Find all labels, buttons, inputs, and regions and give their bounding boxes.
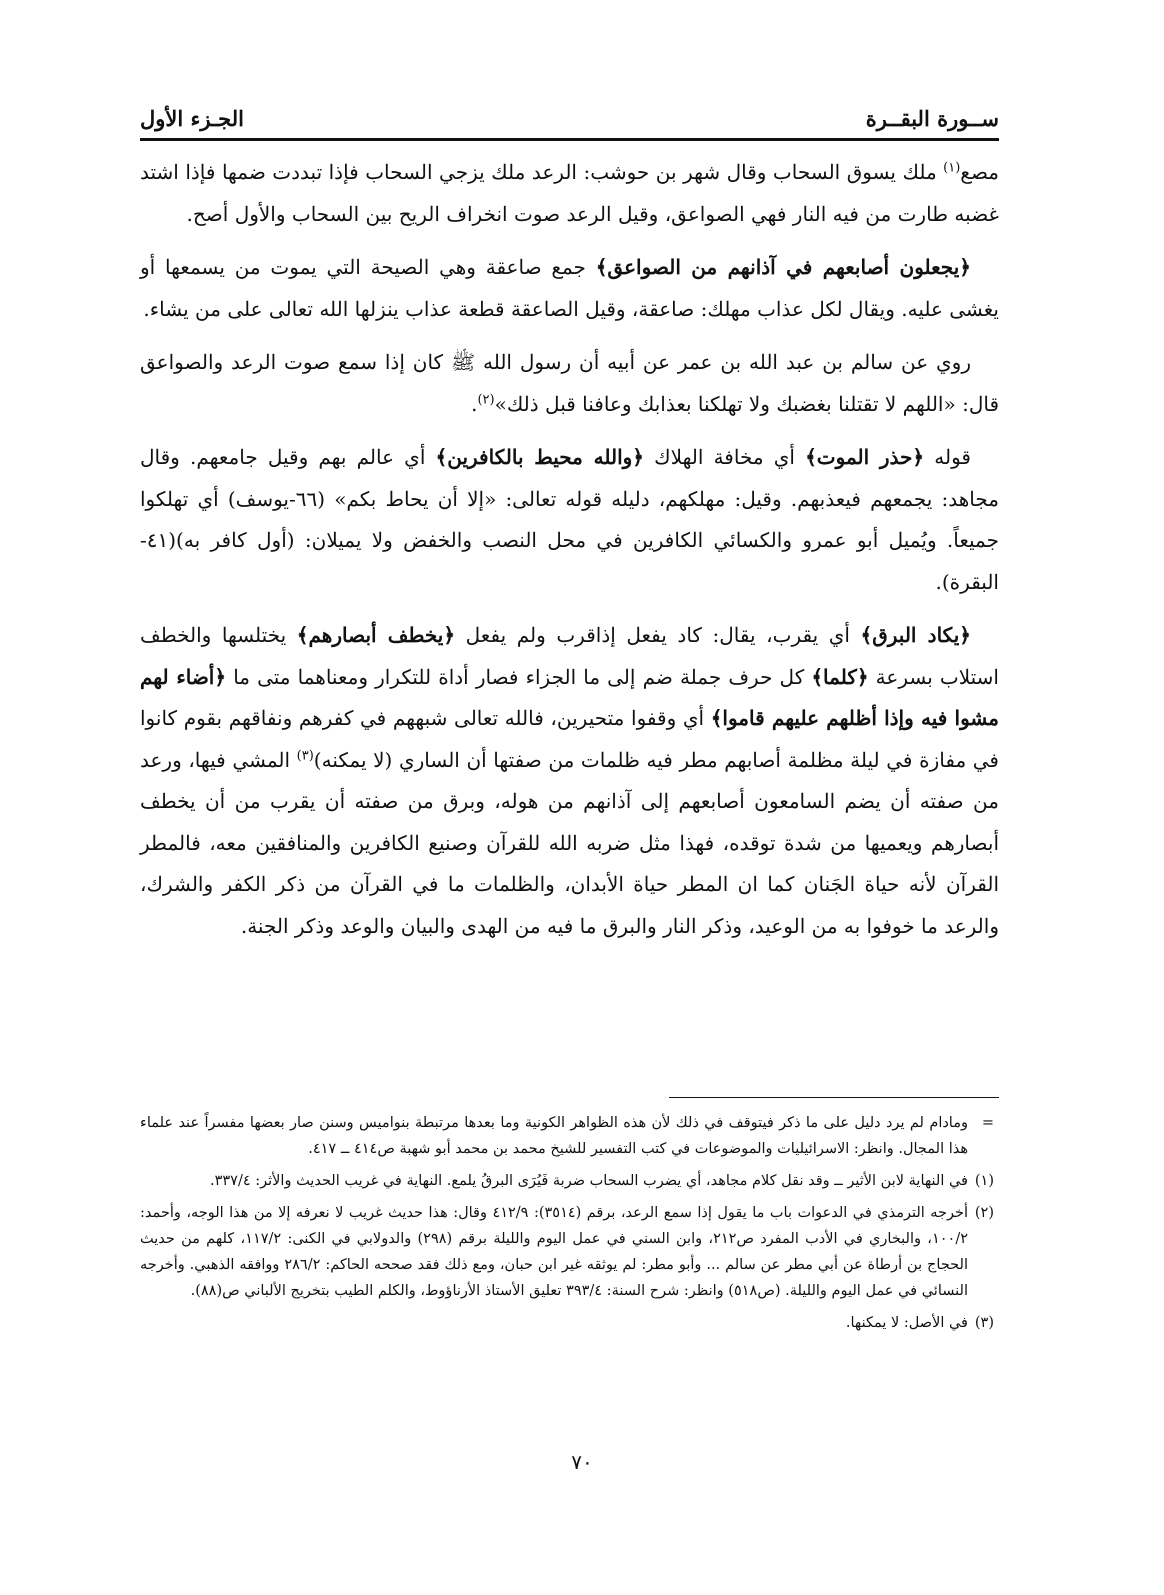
paragraph-2 — [140, 247, 999, 330]
footnote-ref-3[interactable]: (٣) — [296, 747, 314, 763]
quran-quote: ﴿كلما﴾ — [811, 664, 869, 689]
footnote-3 — [140, 1310, 994, 1336]
quran-quote: ﴿يكاد البرق﴾ — [860, 623, 972, 647]
paragraph-3 — [140, 342, 999, 425]
page-number: ٧٠ — [571, 1450, 593, 1474]
footnote-text: أخرجه الترمذي في الدعوات باب ما يقول إذا سمع الرعد، برقم (٣٥١٤): ٤١٢/٩ وقال: هذا حديث غريب لا نعرفه إلا من هذا الوجه، وأحمد: ١٠٠/٢، والبخاري في الأدب المفرد ص٢١٢، وابن السني في عمل اليوم والليلة برقم (٢٩٨) والدولابي في الكنى: ١١٧/٢، كلهم من حديث الحجاج بن أرطاة عن أبي مطر عن سالم ... وأبو مطر: لم يوثقه غير ابن حبان، ومع ذلك فقد صححه الحاكم: ٢٨٦/٢ ووافقه الذهبي. وأخرجه النسائي في عمل اليوم والليلة. (ص٥١٨) وانظر: شرح السنة: ٣٩٣/٤ تعليق الأستاذ الأرناؤوط، والكلم الطيب بتخريج الألباني ص(٨٨). — [140, 1205, 968, 1299]
paragraph-5-text-5: المشي فيها، ورعد من صفته أن يضم السامعون أصابعهم إلى آذانهم من هوله، وبرق من صفته أن يقرب من أن يخطف أبصارهم ويعميها من شدة توقده، فهذا مثل ضربه الله للقرآن وصنيع الكافرين والمنافقين معه، فالمطر القرآن لأنه حياة الجَنان كما ان المطر حياة الأبدان، والظلمات ما في القرآن من ذكر الكفر والشرك، والرعد ما خوفوا به من الوعيد، وذكر النار والبرق ما فيه من الهدى والبيان والوعد وذكر الجنة. — [140, 747, 999, 938]
footnote-marker: (٢) — [974, 1205, 994, 1221]
quran-quote: ﴿حذر الموت﴾ — [805, 445, 925, 469]
header-surah-title: ســورة البقــرة — [865, 106, 999, 131]
footnote-text: ومادام لم يرد دليل على ما ذكر فيتوقف في ذلك لأن هذه الظواهر الكونية وما بعدها مرتبطة بنواميس وسنن صار بعضها مفسراً عند علماء هذا المجال. وانظر: الاسرائيليات والموضوعات في كتب التفسير للشيخ محمد بن محمد أبو شهبة ص٤١٤ ــ ٤١٧. — [140, 1115, 968, 1157]
paragraph-3-text: روي عن سالم بن عبد الله بن عمر عن أبيه أن رسول الله ﷺ كان إذا سمع صوت الرعد والصواعق قال: «اللهم لا تقتلنا بغضبك ولا تهلكنا بعذابك وعافنا قبل ذلك» — [140, 350, 999, 416]
main-text — [140, 152, 999, 959]
footnote-2 — [140, 1200, 994, 1304]
quran-quote: ﴿يخطف أبصارهم﴾ — [296, 623, 456, 647]
header-juz-title: الجـزء الأول — [140, 106, 244, 131]
footnote-marker: = — [981, 1115, 994, 1131]
footnote-continued — [140, 1110, 994, 1162]
footnote-text: في الأصل: لا يمكنها. — [845, 1315, 968, 1331]
paragraph-4-lead: قوله — [924, 445, 971, 469]
footnote-text: في النهاية لابن الأثير ــ وقد نقل كلام مجاهد، أي يضرب السحاب ضربة فَيُرَى البرقُ يلمع. النهاية في غريب الحديث والأثر: ٣٣٧/٤. — [209, 1173, 968, 1189]
paragraph-5-text-1: أي يقرب، يقال: كاد يفعل إذاقرب ولم يفعل — [455, 623, 861, 647]
header-rule — [140, 138, 999, 141]
paragraph-4 — [140, 437, 999, 603]
paragraph-3-end: . — [471, 391, 478, 416]
paragraph-2-text: جمع صاعقة وهي الصيحة التي يموت من يسمعها أو يغشى عليه. ويقال لكل عذاب مهلك: صاعقة، وقيل الصاعقة قطعة عذاب ينزلها الله تعالى على من يشاء. — [140, 255, 999, 321]
paragraph-4-text-1: أي مخافة الهلاك — [644, 445, 806, 469]
paragraph-5 — [140, 615, 999, 947]
paragraph-5-text-2: يختلسها والخطف استلاب بسرعة — [140, 623, 999, 689]
footnote-marker: (١) — [974, 1173, 994, 1189]
footnotes — [140, 1110, 994, 1342]
paragraph-1-rest: ملك يسوق السحاب وقال شهر بن حوشب: الرعد ملك يزجي السحاب فإذا تبددت ضمها فإذا اشتد غضبه طارت من فيه النار فهي الصواعق، وقيل الرعد صوت انخراف الريح بين السحاب والأول أصح. — [140, 160, 999, 226]
footnote-ref-1[interactable]: (١) — [943, 160, 961, 176]
footnote-ref-2[interactable]: (٢) — [477, 391, 495, 407]
paragraph-1 — [140, 152, 999, 235]
paragraph-4-text-2: أي عالم بهم وقيل جامعهم. وقال مجاهد: يجمعهم فيعذبهم. وقيل: مهلكهم، دليله قوله تعالى: «إلا أن يحاط بكم» (٦٦-يوسف) أي تهلكوا جميعاً. ويُميل أبو عمرو والكسائي الكافرين في محل النصب والخفض ولا يميلان: (أول كافر به)(٤١-البقرة). — [140, 445, 999, 594]
quran-quote: ﴿أضاء لهم مشوا فيه وإذا أظلهم عليهم قاموا﴾ — [140, 664, 999, 730]
running-header — [140, 100, 999, 140]
footnote-1 — [140, 1168, 994, 1194]
paragraph-1-start: مصع — [960, 160, 999, 184]
quran-quote: ﴿والله محيط بالكافرين﴾ — [435, 445, 645, 469]
footnote-marker: (٣) — [974, 1315, 994, 1331]
footnote-separator — [669, 1097, 999, 1098]
paragraph-5-text-3: كل حرف جملة ضم إلى ما الجزاء فصار أداة للتكرار ومعناهما متى ما — [226, 664, 812, 689]
quran-quote: ﴿يجعلون أصابعهم في آذانهم من الصواعق﴾ — [595, 255, 971, 279]
paragraph-5-text-4: أي وقفوا متحيرين، فالله تعالى شبههم في كفرهم ونفاقهم بقوم كانوا في مفازة في ليلة مظلمة أصابهم مطر فيه ظلمات من صفتها أن الساري (لا يمكنه) — [140, 706, 999, 772]
